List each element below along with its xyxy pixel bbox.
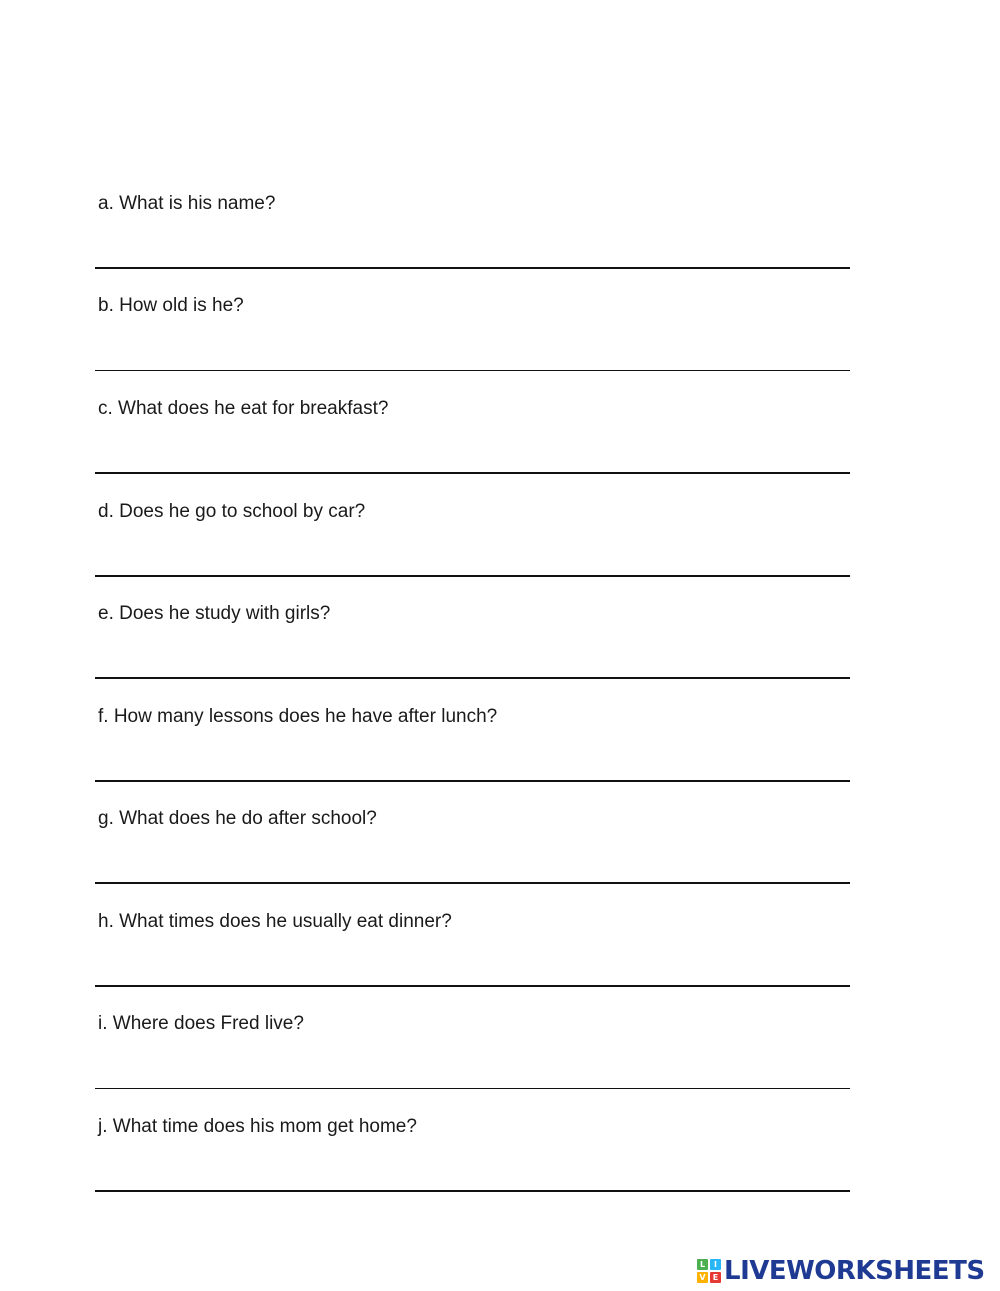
question-h: h. What times does he usually eat dinner? xyxy=(98,911,452,932)
answer-line-e[interactable] xyxy=(95,677,850,679)
answer-line-a[interactable] xyxy=(95,267,850,269)
answer-line-c[interactable] xyxy=(95,472,850,474)
question-c: c. What does he eat for breakfast? xyxy=(98,398,389,419)
question-b: b. How old is he? xyxy=(98,295,244,316)
liveworksheets-logo[interactable] xyxy=(697,1256,985,1286)
answer-line-f[interactable] xyxy=(95,780,850,782)
answer-line-i[interactable] xyxy=(95,1088,850,1089)
question-a: a. What is his name? xyxy=(98,193,276,214)
question-j: j. What time does his mom get home? xyxy=(98,1116,417,1137)
logo-square-l: L xyxy=(697,1259,708,1270)
answer-line-g[interactable] xyxy=(95,882,850,884)
question-e: e. Does he study with girls? xyxy=(98,603,331,624)
answer-line-h[interactable] xyxy=(95,985,850,987)
answer-line-d[interactable] xyxy=(95,575,850,577)
question-f: f. How many lessons does he have after lunch? xyxy=(98,706,498,727)
logo-square-v: V xyxy=(697,1272,708,1283)
answer-line-b[interactable] xyxy=(95,370,850,371)
logo-square-i: I xyxy=(710,1259,721,1270)
logo-text: LIVEWORKSHEETS xyxy=(724,1256,985,1286)
question-d: d. Does he go to school by car? xyxy=(98,501,366,522)
logo-square-e: E xyxy=(710,1272,721,1283)
logo-squares-icon xyxy=(697,1259,721,1283)
question-g: g. What does he do after school? xyxy=(98,808,377,829)
question-i: i. Where does Fred live? xyxy=(98,1013,304,1034)
answer-line-j[interactable] xyxy=(95,1190,850,1192)
